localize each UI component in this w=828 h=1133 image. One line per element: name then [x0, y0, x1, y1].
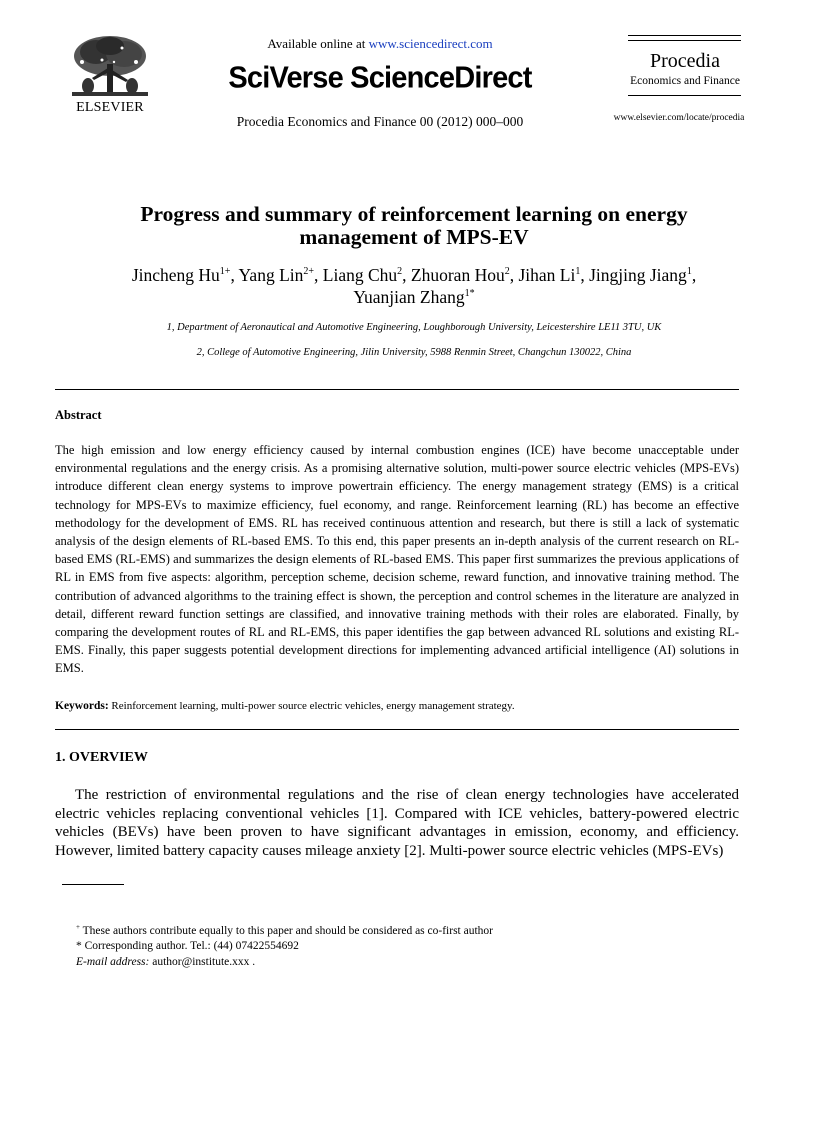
affiliation-2: 2, College of Automotive Engineering, Jilin University, 5988 Renmin Street, Changchun 130022, China: [196, 347, 632, 358]
availability-line: [220, 36, 540, 52]
procedia-url[interactable]: www.elsevier.com/locate/procedia: [613, 113, 745, 123]
author-affiliation-mark: 2: [397, 266, 403, 277]
author-affiliation-mark: 2: [504, 266, 510, 277]
divider-top: [55, 389, 739, 390]
author-separator: ,: [580, 265, 590, 285]
author-name: Yang Lin: [238, 265, 304, 285]
author-name: Zhuoran Hou: [410, 265, 505, 285]
keywords-text: Reinforcement learning, multi-power source electric vehicles, energy management strategy.: [108, 700, 515, 712]
author-name: Jihan Li: [518, 265, 576, 285]
author-list: [40, 264, 788, 308]
footnote-email-value: author@institute.xxx .: [149, 956, 256, 968]
section-body: The restriction of environmental regulations and the rise of clean energy technologies have accelerated electric vehicles replacing conventional vehicles [1]. Compared with ICE vehicles, battery-powered electric vehicles (BEVs) have been proven to have significant advantages in emission, economy, and efficiency. However, limited battery capacity causes mileage anxiety [2]. Multi-power source electric vehicles (MPS-EVs): [55, 787, 739, 859]
paper-title: [40, 203, 788, 249]
author-separator: ,: [230, 265, 239, 285]
footnote-mark: +: [76, 923, 80, 931]
affiliation-1: 1, Department of Aeronautical and Automotive Engineering, Loughborough University, Leicestershire LE11 3TU, UK: [166, 322, 662, 333]
author-affiliation-mark: 1*: [464, 288, 475, 299]
author-affiliation-mark: 1: [575, 266, 581, 277]
footnote-rule: [62, 884, 124, 885]
paper-title-line-1: Progress and summary of reinforcement learning on energy: [140, 202, 688, 226]
author-affiliation-mark: 1+: [219, 266, 231, 277]
availability-prefix: Available online at: [267, 36, 369, 51]
abstract-body: The high emission and low energy efficiency caused by internal combustion engines (ICE) have become unacceptable under environmental regulations and the energy crisis. As a promising alternative solution, multi-power source electric vehicles (MPS-EVs) introduce different clean energy systems to improve powertrain efficiency. The energy management strategy (EMS) is a critical technology for MPS-EVs to maximize efficiency, fuel economy, and range. Reinforcement learning (RL) has become an effective methodology for the development of EMS. RL has received continuous attention and research, but there is still a lack of systematic analysis of the design elements of RL-based EMS. To this end, this paper presents an in-depth analysis of the current research on RL-based EMS (RL-EMS) and summarizes the design elements of RL-based EMS. This paper first summarizes the previous applications of RL in EMS from five aspects: algorithm, perception scheme, decision scheme, reward function, and innovative training method. The contribution of advanced algorithms to the training effect is shown, the perception and control schemes in the literature are analyzed in detail, different reward function settings are classified, and innovative training methods with their roles are elaborated. Finally, by comparing the development routes of RL and RL-EMS, this paper identifies the gap between advanced RL solutions and existing RL-EMS. Finally, this paper suggests potential development directions for implementing advanced artificial intelligence (AI) solutions in EMS.: [55, 443, 739, 676]
procedia-rule-bottom: [628, 95, 741, 96]
author-separator: ,: [314, 265, 323, 285]
author-separator: ,: [402, 265, 411, 285]
footnote-corresponding: * Corresponding author. Tel.: (44) 07422554692: [76, 940, 299, 952]
footnote-co-first: [76, 925, 493, 937]
publisher-name: ELSEVIER: [76, 100, 144, 115]
journal-citation: Procedia Economics and Finance 00 (2012) 000–000: [236, 114, 524, 129]
author-separator: ,: [509, 265, 519, 285]
section-heading: 1. OVERVIEW: [55, 750, 148, 765]
sciencedirect-link[interactable]: www.sciencedirect.com: [368, 36, 493, 51]
author-affiliation-mark: 1: [686, 266, 692, 277]
footnote-co-first-text: These authors contribute equally to this paper and should be considered as co-first author: [79, 925, 493, 937]
footnote-email: [76, 956, 255, 968]
paper-title-line-2: management of MPS-EV: [299, 225, 529, 249]
procedia-subtitle: Economics and Finance: [630, 75, 740, 87]
procedia-title: Procedia: [650, 50, 720, 72]
keywords-label: Keywords:: [55, 700, 109, 712]
author-separator: ,: [691, 265, 697, 285]
footnote-email-label: E-mail address:: [76, 956, 150, 968]
keywords-line: [55, 700, 739, 712]
procedia-rule-top-2: [628, 40, 741, 41]
author-name: Jingjing Jiang: [589, 265, 687, 285]
abstract-heading: Abstract: [55, 408, 102, 422]
author-name: Jincheng Hu: [131, 265, 220, 285]
author-name: Yuanjian Zhang: [353, 287, 465, 307]
author-name: Liang Chu: [322, 265, 398, 285]
procedia-rule-top: [628, 35, 741, 36]
author-affiliation-mark: 2+: [303, 266, 315, 277]
platform-logo: SciVerse ScienceDirect: [228, 61, 532, 95]
divider-bottom: [55, 729, 739, 730]
